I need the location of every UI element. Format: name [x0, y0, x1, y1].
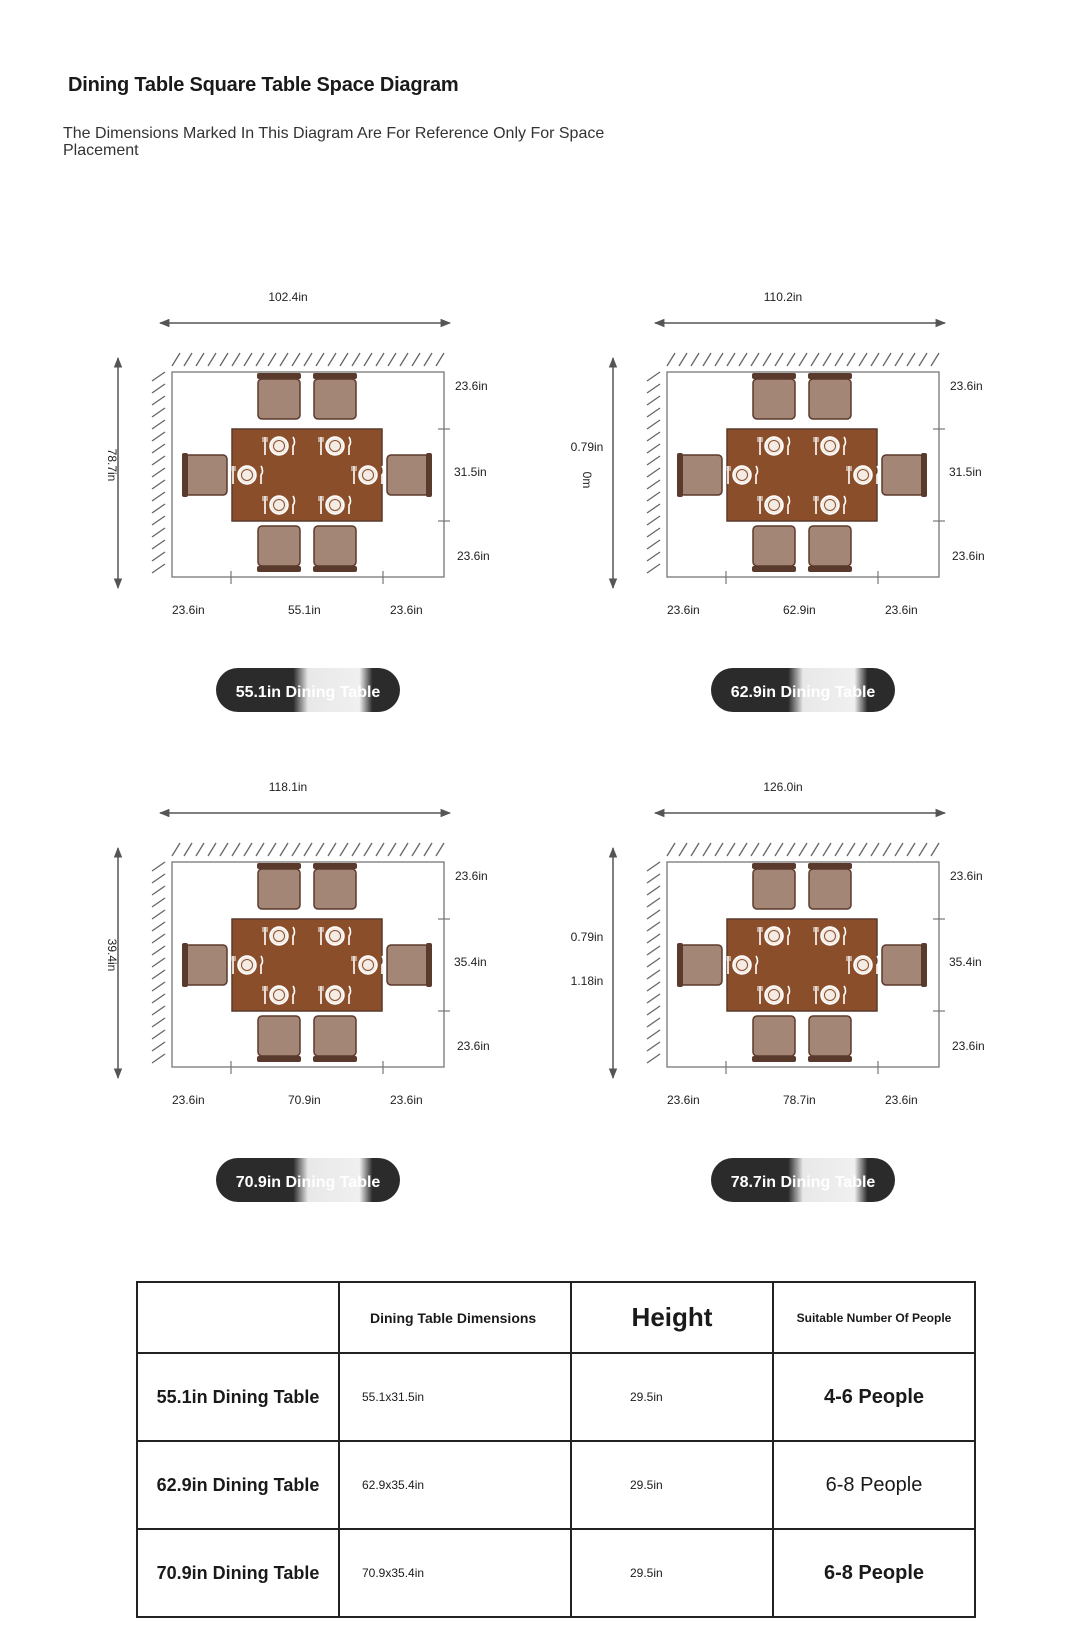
row-people: 6-8 People: [773, 1529, 975, 1617]
chair-icon: [314, 379, 356, 419]
chair-back: [257, 863, 301, 869]
width-label: 102.4in: [268, 290, 308, 304]
chair-icon: [753, 1016, 795, 1056]
chair-icon: [258, 869, 300, 909]
chair-back: [752, 373, 796, 379]
page-title: Dining Table Square Table Space Diagram: [68, 74, 459, 96]
chair-back: [808, 1056, 852, 1062]
right-label: 35.4in: [454, 955, 487, 969]
pill-label: 62.9in Dining Table: [730, 684, 876, 701]
chair-icon: [809, 379, 851, 419]
chair-back: [313, 373, 357, 379]
table-row: [137, 1441, 975, 1529]
pill-label: 55.1in Dining Table: [235, 684, 381, 701]
chair-back: [677, 453, 683, 497]
chair-back: [313, 566, 357, 572]
side-label: 0.79in: [570, 930, 604, 944]
right-label: 31.5in: [454, 465, 487, 479]
bottom-label: 23.6in: [390, 603, 423, 617]
row-people: 4-6 People: [773, 1353, 975, 1441]
chair-icon: [314, 526, 356, 566]
chair-back: [313, 1056, 357, 1062]
row-height: 29.5in: [571, 1529, 773, 1617]
right-label: 31.5in: [949, 465, 982, 479]
side-label: 0.79in: [570, 440, 604, 454]
plate-icon: [821, 496, 839, 514]
bottom-label: 78.7in: [783, 1093, 816, 1107]
row-people: 6-8 People: [773, 1441, 975, 1529]
plate-icon: [238, 466, 256, 484]
chair-icon: [258, 526, 300, 566]
chair-back: [426, 453, 432, 497]
plate-icon: [326, 437, 344, 455]
table-header-row: [137, 1282, 975, 1353]
bottom-label: 70.9in: [288, 1093, 321, 1107]
plate-icon: [821, 437, 839, 455]
height-label: 78.7in: [105, 448, 119, 482]
plate-icon: [359, 956, 377, 974]
chair-icon: [809, 526, 851, 566]
plate-icon: [821, 986, 839, 1004]
row-name: 62.9in Dining Table: [137, 1441, 339, 1529]
space-diagram-4: [571, 780, 985, 1202]
chair-icon: [680, 945, 722, 985]
table-row: [137, 1353, 975, 1441]
plate-icon: [733, 466, 751, 484]
row-dimensions: 62.9x35.4in: [339, 1441, 571, 1529]
table-label-pill: [216, 668, 400, 712]
header-cell-empty: [137, 1282, 339, 1353]
height-label: 39.4in: [105, 938, 119, 972]
plate-icon: [765, 927, 783, 945]
chair-icon: [753, 379, 795, 419]
row-name: 55.1in Dining Table: [137, 1353, 339, 1441]
chair-back: [752, 566, 796, 572]
chair-back: [182, 453, 188, 497]
plate-icon: [854, 956, 872, 974]
chair-back: [808, 566, 852, 572]
chair-icon: [314, 1016, 356, 1056]
row-height: 29.5in: [571, 1441, 773, 1529]
header-cell-height: Height: [571, 1282, 773, 1353]
table-label-pill: [711, 1158, 895, 1202]
chair-back: [257, 373, 301, 379]
chair-icon: [809, 1016, 851, 1056]
chair-icon: [882, 945, 924, 985]
chair-icon: [185, 455, 227, 495]
chair-back: [313, 863, 357, 869]
bottom-label: 23.6in: [390, 1093, 423, 1107]
chair-icon: [680, 455, 722, 495]
plate-icon: [765, 437, 783, 455]
right-label: 35.4in: [949, 955, 982, 969]
specifications-table-wrapper: [136, 1281, 976, 1618]
table-label-pill: [216, 1158, 400, 1202]
row-dimensions: 70.9x35.4in: [339, 1529, 571, 1617]
plate-icon: [270, 496, 288, 514]
chair-icon: [753, 526, 795, 566]
row-dimensions: 55.1x31.5in: [339, 1353, 571, 1441]
space-diagram-1: [105, 290, 490, 712]
space-diagram-2: [571, 290, 985, 712]
plate-icon: [270, 927, 288, 945]
chair-icon: [387, 455, 429, 495]
side-label: 0m: [580, 471, 594, 489]
chair-back: [257, 1056, 301, 1062]
header-cell-dimensions: Dining Table Dimensions: [339, 1282, 571, 1353]
chair-icon: [809, 869, 851, 909]
bottom-label: 62.9in: [783, 603, 816, 617]
width-label: 126.0in: [763, 780, 803, 794]
table-row: [137, 1529, 975, 1617]
row-height: 29.5in: [571, 1353, 773, 1441]
chair-back: [257, 566, 301, 572]
plate-icon: [765, 986, 783, 1004]
plate-icon: [326, 496, 344, 514]
chair-back: [921, 453, 927, 497]
header-cell-people: Suitable Number Of People: [773, 1282, 975, 1353]
right-label: 23.6in: [950, 869, 983, 883]
right-label: 23.6in: [950, 379, 983, 393]
bottom-label: 23.6in: [172, 1093, 205, 1107]
row-name: 70.9in Dining Table: [137, 1529, 339, 1617]
page-subtitle: The Dimensions Marked In This Diagram Are For Reference Only For Space Placement: [63, 125, 605, 159]
side-label: 1.18in: [570, 974, 604, 988]
right-label: 23.6in: [457, 1039, 490, 1053]
chair-back: [752, 1056, 796, 1062]
bottom-label: 23.6in: [885, 1093, 918, 1107]
chair-icon: [258, 1016, 300, 1056]
chair-icon: [314, 869, 356, 909]
width-label: 110.2in: [763, 290, 803, 304]
plate-icon: [326, 986, 344, 1004]
pill-label: 78.7in Dining Table: [730, 1174, 876, 1191]
chair-back: [677, 943, 683, 987]
chair-icon: [387, 945, 429, 985]
chair-icon: [185, 945, 227, 985]
plate-icon: [765, 496, 783, 514]
table-label-pill: [711, 668, 895, 712]
specifications-table: [136, 1281, 976, 1618]
chair-back: [921, 943, 927, 987]
plate-icon: [359, 466, 377, 484]
bottom-label: 23.6in: [885, 603, 918, 617]
chair-back: [426, 943, 432, 987]
bottom-label: 23.6in: [667, 1093, 700, 1107]
chair-back: [808, 373, 852, 379]
right-label: 23.6in: [455, 869, 488, 883]
bottom-label: 23.6in: [667, 603, 700, 617]
bottom-label: 23.6in: [172, 603, 205, 617]
plate-icon: [270, 986, 288, 1004]
width-label: 118.1in: [268, 780, 308, 794]
plate-icon: [238, 956, 256, 974]
plate-icon: [733, 956, 751, 974]
chair-back: [752, 863, 796, 869]
plate-icon: [821, 927, 839, 945]
pill-label: 70.9in Dining Table: [235, 1174, 381, 1191]
right-label: 23.6in: [952, 549, 985, 563]
chair-back: [808, 863, 852, 869]
plate-icon: [854, 466, 872, 484]
chair-back: [182, 943, 188, 987]
chair-icon: [882, 455, 924, 495]
plate-icon: [270, 437, 288, 455]
plate-icon: [326, 927, 344, 945]
chair-icon: [258, 379, 300, 419]
chair-icon: [753, 869, 795, 909]
space-diagram-3: [105, 780, 490, 1202]
bottom-label: 55.1in: [288, 603, 321, 617]
right-label: 23.6in: [455, 379, 488, 393]
right-label: 23.6in: [457, 549, 490, 563]
right-label: 23.6in: [952, 1039, 985, 1053]
